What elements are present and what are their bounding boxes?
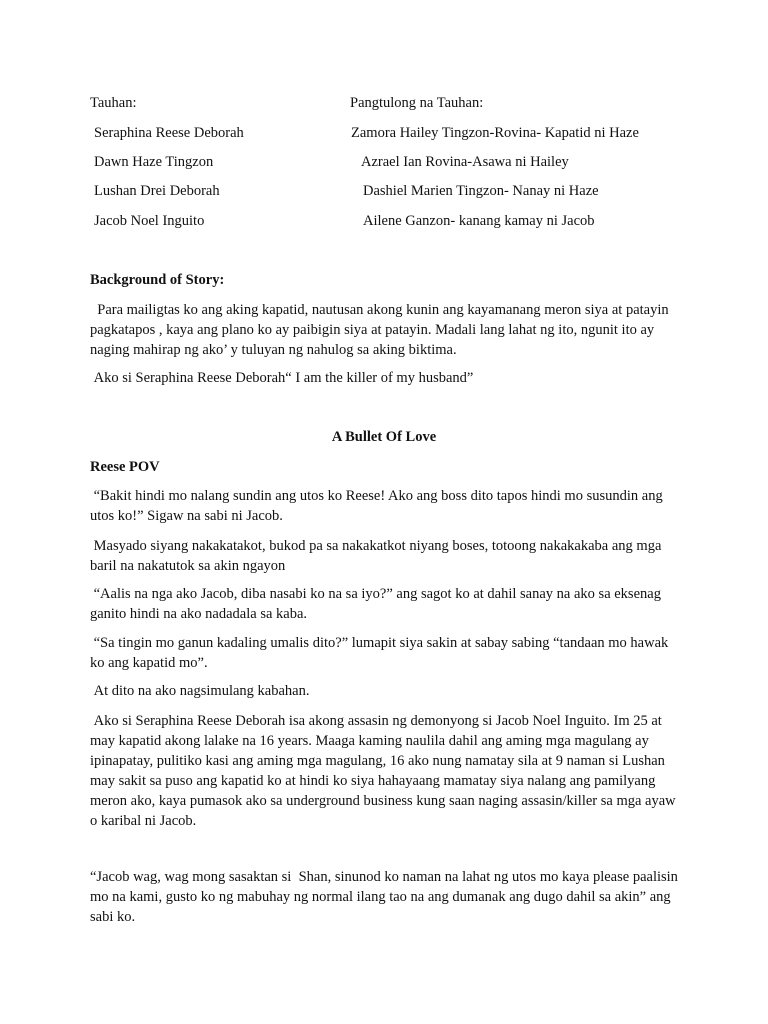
supporting-character-item: Zamora Hailey Tingzon-Rovina- Kapatid ni Haze	[351, 125, 639, 141]
story-paragraph: Ako si Seraphina Reese Deborah isa akong assasin ng demonyong si Jacob Noel Inguito. Im 25 at may kapatid akong lalake na 16 years. Maaga kaming naulila dahil ang aming mga magulang ay ipinapatay, pulitiko kasi ang aming mga magulang, 16 ako nung namatay sila at 9 naman si Lushan may sakit sa puso ang kapatid ko at hindi ko siya hahayaang mamatay siya nalang ang pamilyang meron ako, kaya pumasok ako sa underground business kung saan naging assasin/killer sa mga ayaw o karibal ni Jacob.	[90, 713, 680, 829]
background-heading: Background of Story:	[90, 272, 225, 288]
story-paragraph: Masyado siyang nakakatakot, bukod pa sa nakakatkot niyang boses, totoong nakakakaba ang mga baril na nakatutok sa akin ngayon	[90, 538, 666, 574]
background-paragraph: Para mailigtas ko ang aking kapatid, nautusan akong kunin ang kayamanang meron siya at patayin pagkatapos , kaya ang plano ko ay paibigin siya at patayin. Madali lang lahat ng ito, ngunit ito ay naging mahirap ng ako’ y tuluyan ng nahulog sa aking biktima.	[90, 302, 673, 358]
story-paragraph: “Jacob wag, wag mong sasaktan si Shan, sinunod ko naman na lahat ng utos mo kaya please paalisin mo na kami, gusto ko ng mabuhay ng normal ilang tao na ang dumanak ang dugo dahil sa akin” ang sabi ko.	[90, 869, 682, 925]
story-paragraph: At dito na ako nagsimulang kabahan.	[90, 683, 310, 699]
pov-heading: Reese POV	[90, 459, 160, 475]
story-title: A Bullet Of Love	[331, 429, 437, 445]
supporting-character-item: Dashiel Marien Tingzon- Nanay ni Haze	[363, 183, 599, 199]
background-quote: Ako si Seraphina Reese Deborah“ I am the killer of my husband”	[90, 370, 474, 386]
main-character-item: Seraphina Reese Deborah	[94, 125, 244, 141]
main-character-item: Dawn Haze Tingzon	[94, 154, 214, 170]
main-character-item: Jacob Noel Inguito	[94, 213, 205, 229]
story-paragraph: “Bakit hindi mo nalang sundin ang utos ko Reese! Ako ang boss dito tapos hindi mo susundin ang utos ko!” Sigaw na sabi ni Jacob.	[90, 488, 667, 524]
story-paragraph: “Aalis na nga ako Jacob, diba nasabi ko na sa iyo?” ang sagot ko at dahil sanay na ako sa eksenag ganito hindi na ako nadadala sa kaba.	[90, 586, 665, 622]
main-characters-heading: Tauhan:	[90, 95, 137, 111]
main-character-item: Lushan Drei Deborah	[94, 183, 220, 199]
story-paragraph: “Sa tingin mo ganun kadaling umalis dito?” lumapit siya sakin at sabay sabing “tandaan mo hawak ko ang kapatid mo”.	[90, 635, 672, 671]
supporting-character-item: Ailene Ganzon- kanang kamay ni Jacob	[363, 213, 595, 229]
supporting-characters-heading: Pangtulong na Tauhan:	[350, 95, 484, 111]
supporting-character-item: Azrael Ian Rovina-Asawa ni Hailey	[361, 154, 569, 170]
